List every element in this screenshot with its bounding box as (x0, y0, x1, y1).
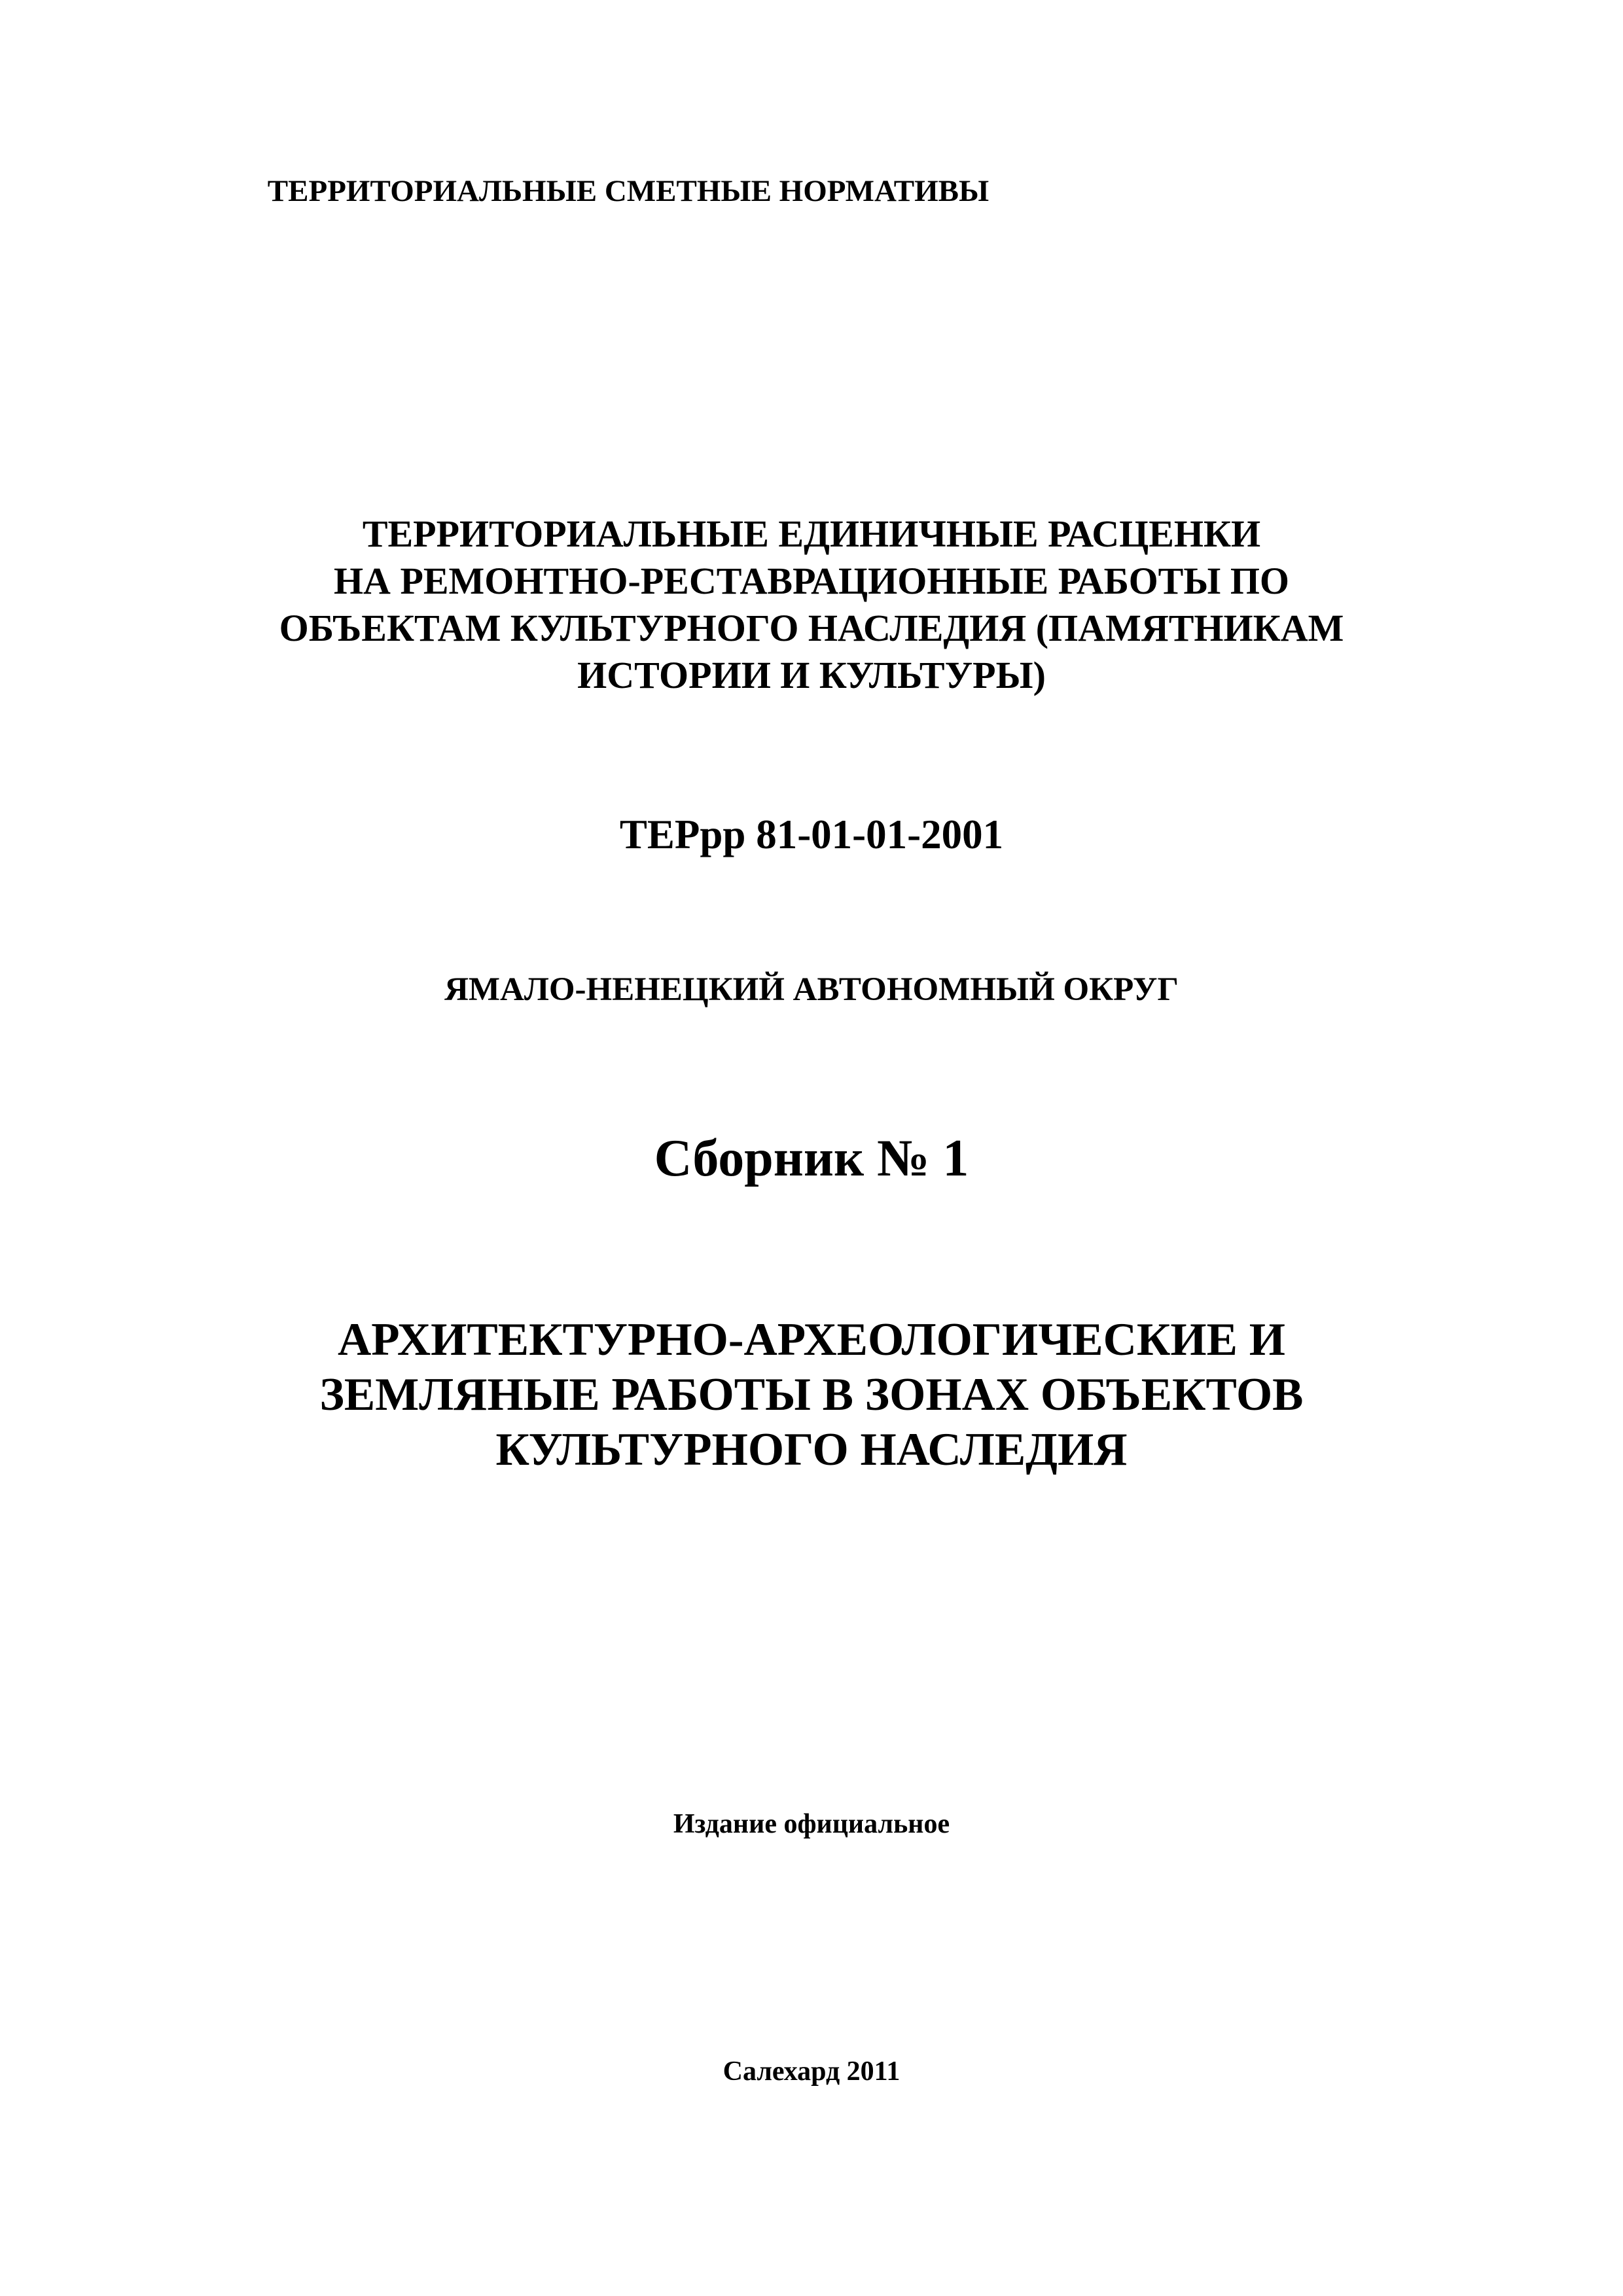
main-title-line-1: ТЕРРИТОРИАЛЬНЫЕ ЕДИНИЧНЫЕ РАСЦЕНКИ (362, 512, 1261, 555)
series-header (223, 171, 1623, 211)
edition-note (0, 1806, 1623, 1842)
main-title-line-3: ОБЪЕКТАМ КУЛЬТУРНОГО НАСЛЕДИЯ (ПАМЯТНИКАМ (279, 607, 1344, 649)
main-title-line-2: НА РЕМОНТНО-РЕСТАВРАЦИОННЫЕ РАБОТЫ ПО (333, 560, 1290, 602)
region-name-text: ЯМАЛО-НЕНЕЦКИЙ АВТОНОМНЫЙ ОКРУГ (444, 971, 1179, 1008)
document-code (0, 808, 1623, 861)
collection-title-line-3: КУЛЬТУРНОГО НАСЛЕДИЯ (495, 1424, 1128, 1475)
imprint-text: Салехард 2011 (722, 2056, 901, 2087)
edition-note-text: Издание официальное (673, 1809, 950, 1839)
collection-title (0, 1312, 1623, 1477)
collection-number (0, 1126, 1623, 1191)
collection-title-line-2: ЗЕМЛЯНЫЕ РАБОТЫ В ЗОНАХ ОБЪЕКТОВ (319, 1369, 1304, 1420)
main-title-line-4: ИСТОРИИ И КУЛЬТУРЫ) (577, 654, 1046, 696)
document-code-text: ТЕРрр 81-01-01-2001 (619, 812, 1004, 857)
collection-title-line-1: АРХИТЕКТУРНО-АРХЕОЛОГИЧЕСКИЕ И (338, 1314, 1285, 1365)
series-header-text: ТЕРРИТОРИАЛЬНЫЕ СМЕТНЫЕ НОРМАТИВЫ (267, 174, 990, 208)
imprint (0, 2054, 1623, 2089)
main-title (0, 511, 1623, 699)
collection-number-text: Сборник № 1 (654, 1130, 969, 1187)
region-name (0, 969, 1623, 1011)
